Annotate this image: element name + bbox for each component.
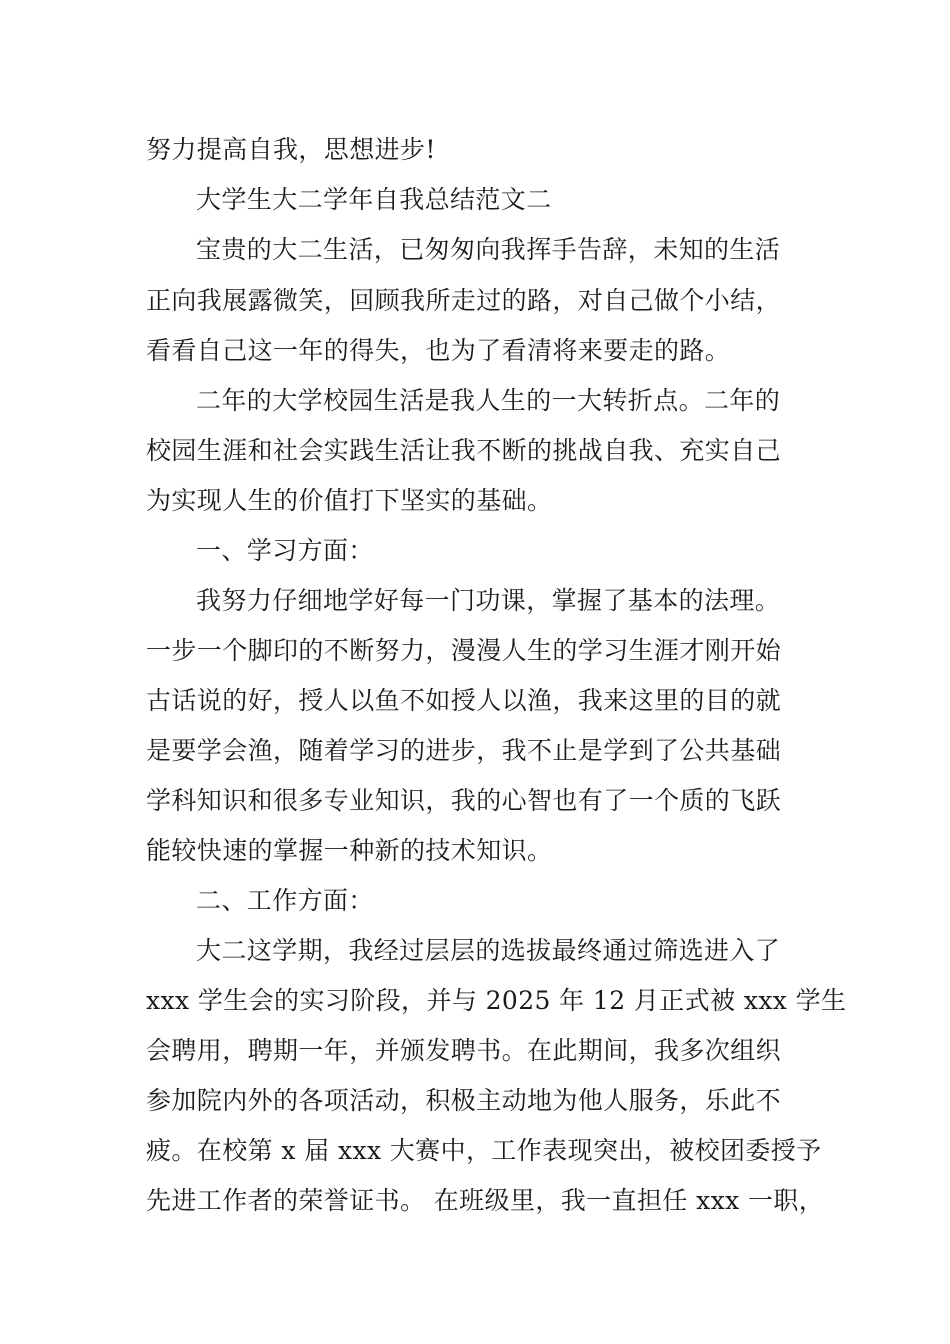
- text-line-6: 二年的大学校园生活是我人生的一大转折点。二年的: [196, 386, 781, 415]
- text-line-1: 努力提高自我，思想进步!: [146, 135, 436, 164]
- text-line-18: xxx 学生会的实习阶段，并与 2025 年 12 月正式被 xxx 学生: [146, 986, 847, 1015]
- text-line-3: 宝贵的大二生活，已匆匆向我挥手告辞，未知的生活: [196, 235, 781, 264]
- section-title: 大学生大二学年自我总结范文二: [196, 185, 552, 214]
- text-line-7: 校园生涯和社会实践生活让我不断的挑战自我、充实自己: [146, 436, 782, 465]
- heading-study: 一、学习方面：: [196, 536, 374, 565]
- text-line-10: 我努力仔细地学好每一门功课，掌握了基本的法理。: [196, 586, 781, 615]
- text-line-20: 参加院内外的各项活动，积极主动地为他人服务，乐此不: [146, 1086, 782, 1115]
- text-line-21: 疲。在校第 x 届 xxx 大赛中，工作表现突出，被校团委授予: [146, 1136, 822, 1165]
- text-line-14: 学科知识和很多专业知识，我的心智也有了一个质的飞跃: [146, 786, 782, 815]
- text-line-17: 大二这学期，我经过层层的选拔最终通过筛选进入了: [196, 936, 781, 965]
- text-line-12: 古话说的好，授人以鱼不如授人以渔，我来这里的目的就: [146, 686, 782, 715]
- text-line-4: 正向我展露微笑，回顾我所走过的路，对自己做个小结，: [146, 286, 782, 315]
- text-line-11: 一步一个脚印的不断努力，漫漫人生的学习生涯才刚开始: [146, 636, 782, 665]
- text-line-15: 能较快速的掌握一种新的技术知识。: [146, 836, 553, 865]
- text-line-5: 看看自己这一年的得失，也为了看清将来要走的路。: [146, 336, 731, 365]
- heading-work: 二、工作方面：: [196, 886, 374, 915]
- text-line-19: 会聘用，聘期一年，并颁发聘书。在此期间，我多次组织: [146, 1036, 782, 1065]
- text-line-8: 为实现人生的价值打下坚实的基础。: [146, 486, 553, 515]
- text-line-22: 先进工作者的荣誉证书。 在班级里，我一直担任 xxx 一职，: [146, 1186, 825, 1215]
- text-line-13: 是要学会渔，随着学习的进步，我不止是学到了公共基础: [146, 736, 782, 765]
